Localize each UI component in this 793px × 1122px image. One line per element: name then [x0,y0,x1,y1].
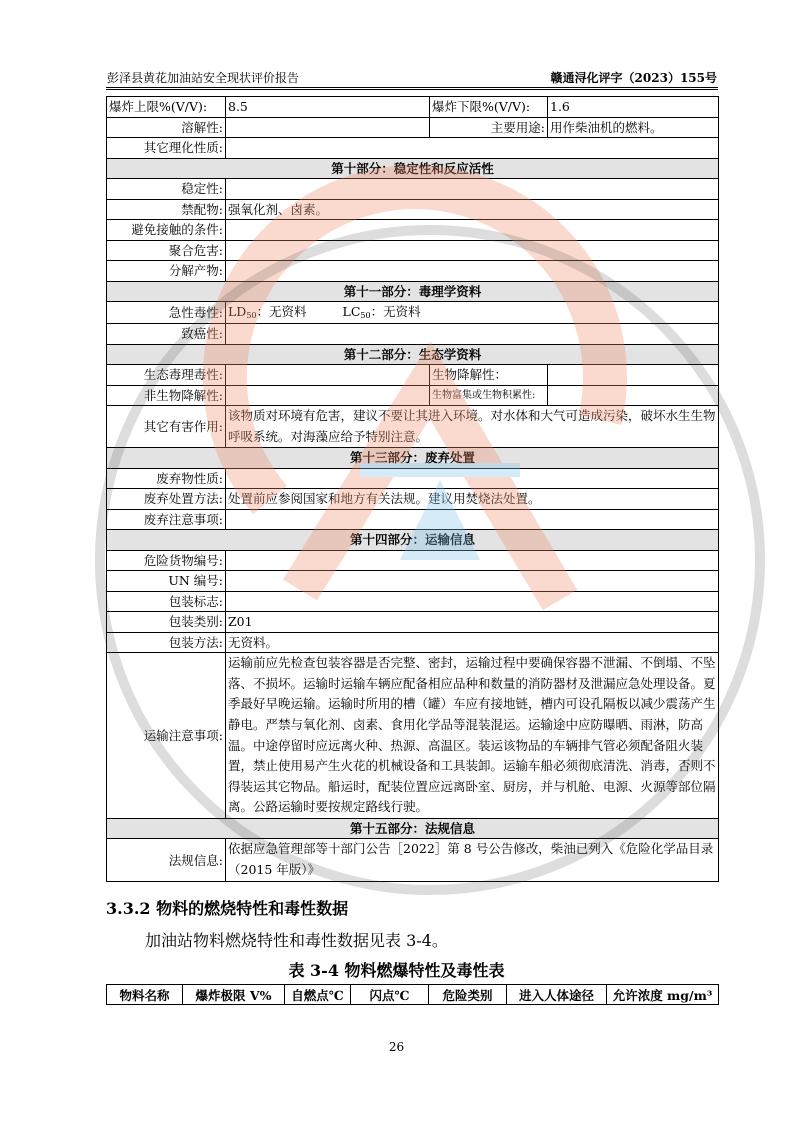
package-class-label: 包装类别: [107,612,226,633]
lc50-prefix: LC [342,304,361,319]
page-number: 26 [388,1040,405,1054]
header-report-title: 彭泽县黄花加油站安全现状评价报告 [107,71,300,85]
section-row [107,158,719,179]
acute-toxicity-label: 急性毒性: [107,302,226,324]
header-autoignition: 自燃点℃ [285,985,351,1005]
section-row [107,344,719,365]
lc50-value: ：无资料 [370,304,421,319]
regulation-label: 法规信息: [107,839,226,881]
table-row [107,509,719,530]
bioaccumulation-label: 生物富集或生物积累性: [430,385,548,406]
other-props-label: 其它理化性质: [107,138,226,159]
section-15-title: 第十五部分：法规信息 [107,818,719,839]
table-row [107,97,719,118]
header-rule [106,87,718,88]
other-harm-value: 该物质对环境有危害，建议不要让其进入环境。对水体和大气可造成污染，破坏水生生物呼吸系统。对海藻应给予特别注意。 [226,406,719,448]
ecotoxicity-label: 生态毒理毒性: [107,365,226,386]
avoid-conditions-value [226,220,719,241]
table-row [107,261,719,282]
section-row [107,448,719,469]
table-row [107,653,719,819]
section-13-title: 第十三部分：废弃处置 [107,448,719,469]
explosion-upper-label: 爆炸上限%(V/V): [107,97,226,118]
solubility-label: 溶解性: [107,117,226,138]
avoid-conditions-label: 避免接触的条件: [107,220,226,241]
section-paragraph: 加油站物料燃烧特性和毒性数据见表 3-4。 [145,931,448,950]
section-heading: 3.3.2 物料的燃烧特性和毒性数据 [106,899,349,918]
ld50-subscript: 50 [246,311,257,320]
main-use-label: 主要用途: [430,117,548,138]
polymer-hazard-label: 聚合危害: [107,240,226,261]
table-row [107,468,719,489]
waste-nature-value [226,468,719,489]
transport-notes-label: 运输注意事项: [107,653,226,819]
acute-toxicity-value [226,302,719,324]
lc50-subscript: 50 [360,311,371,320]
header-rule-secondary [106,89,718,90]
ecotoxicity-value [226,365,430,386]
msds-table [106,96,719,882]
package-class-value: Z01 [226,612,719,633]
other-props-value [226,138,719,159]
package-method-value: 无资料。 [226,632,719,653]
table-row [107,632,719,653]
explosion-lower-label: 爆炸下限%(V/V): [430,97,548,118]
table-caption: 表 3-4 物料燃爆特性及毒性表 [288,961,505,980]
biodegradability-label: 生物降解性： [430,365,548,386]
package-mark-label: 包装标志: [107,591,226,612]
main-use-value: 用作柴油机的燃料。 [548,117,719,138]
header-flash-point: 闪点℃ [351,985,429,1005]
package-mark-value [226,591,719,612]
incompatible-label: 禁配物: [107,199,226,220]
table-row [107,612,719,633]
incompatible-value: 强氧化剂、卤素。 [226,199,719,220]
section-12-title: 第十二部分：生态学资料 [107,344,719,365]
package-method-label: 包装方法: [107,632,226,653]
table-row [107,199,719,220]
carcinogenicity-label: 致癌性: [107,324,226,345]
solubility-value [226,117,430,138]
un-number-label: UN 编号: [107,571,226,592]
waste-notes-value [226,509,719,530]
decomposition-value [226,261,719,282]
section-row [107,281,719,302]
bioaccumulation-value [548,385,719,406]
waste-notes-label: 废弃注意事项: [107,509,226,530]
un-number-value [226,571,719,592]
table-row [107,550,719,571]
waste-method-label: 废弃处置方法: [107,489,226,510]
stability-label: 稳定性: [107,179,226,200]
table-row [107,324,719,345]
table-row [107,365,719,386]
table-row [107,406,719,448]
waste-nature-label: 废弃物性质: [107,468,226,489]
section-14-title: 第十四部分：运输信息 [107,530,719,551]
table-row [107,385,719,406]
dangerous-goods-no-label: 危险货物编号: [107,550,226,571]
other-harm-label: 其它有害作用: [107,406,226,448]
table-row [107,138,719,159]
biodegradability-value [548,365,719,386]
transport-notes-value: 运输前应先检查包装容器是否完整、密封，运输过程中要确保容器不泄漏、不倒塌、不坠落、不损坏。运输时运输车辆应配备相应品种和数量的消防器材及泄漏应急处理设备。夏季最好早晚运输。运输时所用的槽（罐）车应有接地链，槽内可设孔隔板以减少震荡产生静电。严禁与氧化剂、卤素、食用化学品等混装混运。运输途中应防曝晒、雨淋，防高温。中途停留时应远离火种、热源、高温区。装运该物品的车辆排气管必须配备阻火装置，禁止使用易产生火花的机械设备和工具装卸。运输车船必须彻底清洗、消毒，否则不得装运其它物品。船运时，配装位置应远离卧室、厨房，并与机舱、电源、火源等部位隔离。公路运输时要按规定路线行驶。 [226,653,719,819]
table-row [107,571,719,592]
section-row [107,818,719,839]
table-row [107,839,719,881]
carcinogenicity-value [226,324,719,345]
table-row [107,302,719,324]
header-report-number: 赣通浔化评字（2023）155号 [550,71,717,85]
section-10-title: 第十部分：稳定性和反应活性 [107,158,719,179]
header-exposure-route: 进入人体途径 [507,985,607,1005]
regulation-value: 依据应急管理部等十部门公告［2022］第 8 号公告修改，柴油已列入《危险化学品目录（2015 年版）》 [226,839,719,881]
explosion-lower-value: 1.6 [548,97,719,118]
table-3-4 [106,984,719,1005]
section-11-title: 第十一部分：毒理学资料 [107,281,719,302]
header-material-name: 物料名称 [107,985,183,1005]
table-row [107,179,719,200]
ld50-prefix: LD [228,304,247,319]
waste-method-value: 处置前应参阅国家和地方有关法规。建议用焚烧法处置。 [226,489,719,510]
decomposition-label: 分解产物: [107,261,226,282]
table-header-row [107,985,719,1005]
table-row [107,117,719,138]
header-allowed-concentration: 允许浓度 mg/m³ [607,985,719,1005]
table-row [107,220,719,241]
table-row [107,591,719,612]
explosion-upper-value: 8.5 [226,97,430,118]
header-hazard-class: 危险类别 [429,985,507,1005]
dangerous-goods-no-value [226,550,719,571]
header-explosion-limit: 爆炸极限 V% [183,985,285,1005]
section-row [107,530,719,551]
table-row [107,240,719,261]
non-biodegradability-label: 非生物降解性: [107,385,226,406]
stability-value [226,179,719,200]
polymer-hazard-value [226,240,719,261]
ld50-value: ：无资料 [256,304,307,319]
non-biodegradability-value [226,385,430,406]
table-row [107,489,719,510]
